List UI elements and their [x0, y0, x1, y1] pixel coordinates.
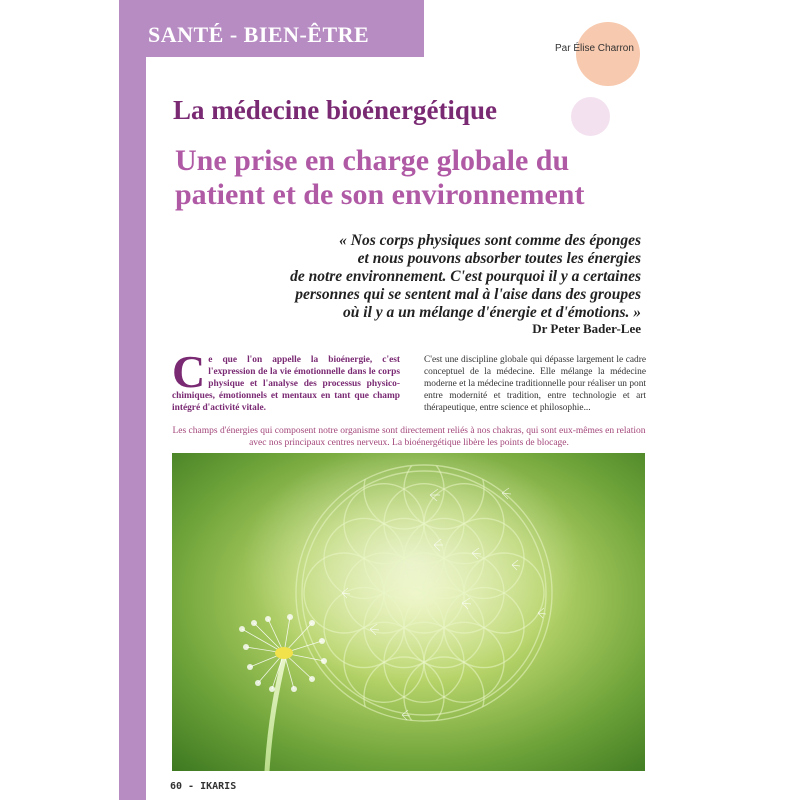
intro-left-text: e que l'on appelle la bioénergie, c'est l'expression de la vie émotionnelle dans le corps physique et l'analyse des processus physico-chimiques, émotionnels et mentaux en tant que champ intégré d'activité vitale.: [172, 355, 400, 413]
pull-quote-line: de notre environnement. C'est pourquoi il y a certaines: [290, 268, 641, 285]
pull-quote-line: personnes qui se sentent mal à l'aise dans des groupes: [295, 286, 641, 303]
quote-author: Dr Peter Bader-Lee: [532, 321, 641, 336]
left-color-bar: [119, 0, 146, 800]
pull-quote-line: où il y a un mélange d'énergie et d'émotions. »: [343, 304, 641, 321]
section-label: SANTÉ - BIEN-ÊTRE: [148, 22, 370, 47]
decorative-circle-lilac: [571, 97, 610, 136]
pull-quote-line: « Nos corps physiques sont comme des éponges: [339, 232, 641, 249]
intro-column-left: [172, 346, 400, 414]
intro-column-right: C'est une discipline globale qui dépasse largement le cadre conceptuel de la médecine. Elle mélange la médecine moderne et la médecine traditionnelle pour réaliser un pont entre modernité et tradition, entre technologie et art thérapeutique, entre science et philosophie...: [424, 355, 646, 413]
article-title: La médecine bioénergétique: [173, 95, 497, 125]
image-caption: Les champs d'énergies qui composent notre organisme sont directement reliés à nos chakras, qui sont eux-mêmes en relation avec nos principaux centres nerveux. La bioénergétique libère les points de blocage.: [172, 426, 646, 448]
flower-of-life-dandelion-image: [172, 453, 645, 771]
decorative-circle-peach: [576, 22, 640, 86]
page-folio: 60 - IKARIS: [170, 781, 237, 792]
article-photo: [172, 453, 645, 771]
article-subtitle: Une prise en charge globale du patient et de son environnement: [175, 144, 585, 211]
author-byline: Par Élise Charron: [555, 43, 634, 54]
pull-quote: [200, 232, 641, 322]
drop-cap: C: [172, 346, 206, 397]
pull-quote-line: et nous pouvons absorber toutes les énergies: [357, 250, 641, 267]
